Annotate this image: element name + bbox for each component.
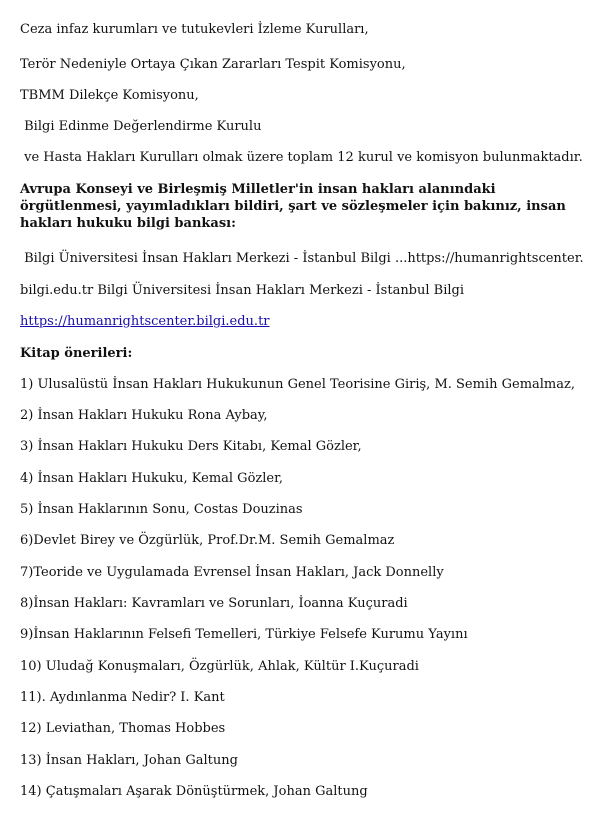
- book-item: 9)İnsan Haklarının Felsefi Temelleri, Türkiye Felsefe Kurumu Yayını: [20, 627, 468, 642]
- book-item: 7)Teoride ve Uygulamada Evrensel İnsan Hakları, Jack Donnelly: [20, 565, 444, 580]
- book-item: 12) Leviathan, Thomas Hobbes: [20, 721, 226, 736]
- intro-line: Bilgi Edinme Değerlendirme Kurulu: [20, 119, 262, 134]
- book-item: 6)Devlet Birey ve Özgürlük, Prof.Dr.M. Semih Gemalmaz: [20, 533, 395, 548]
- intro-line: Ceza infaz kurumları ve tutukevleri İzleme Kurulları,: [20, 22, 369, 37]
- book-item: 4) İnsan Hakları Hukuku, Kemal Gözler,: [20, 471, 284, 486]
- book-item: 10) Uludağ Konuşmaları, Özgürlük, Ahlak, Kültür I.Kuçuradi: [20, 659, 419, 674]
- book-item: 8)İnsan Hakları: Kavramları ve Sorunları, İoanna Kuçuradi: [20, 596, 408, 611]
- books-heading: Kitap önerileri:: [20, 346, 133, 361]
- book-item: 2) İnsan Hakları Hukuku Rona Aybay,: [20, 408, 268, 423]
- source-line: Bilgi Üniversitesi İnsan Hakları Merkezi - İstanbul Bilgi ...https://humanrightscenter.: [20, 251, 584, 266]
- intro-line: ve Hasta Hakları Kurulları olmak üzere toplam 12 kurul ve komisyon bulunmaktadır.: [20, 150, 583, 165]
- source-link[interactable]: https://humanrightscenter.bilgi.edu.tr: [20, 314, 270, 329]
- intro-line: Terör Nedeniyle Ortaya Çıkan Zararları Tespit Komisyonu,: [20, 57, 406, 72]
- book-item: 3) İnsan Hakları Hukuku Ders Kitabı, Kemal Gözler,: [20, 439, 362, 454]
- book-item: 5) İnsan Haklarının Sonu, Costas Douzinas: [20, 502, 303, 517]
- resource-heading: Avrupa Konseyi ve Birleşmiş Milletler'in insan hakları alanındaki örgütlenmesi, yayımladıkları bildiri, şart ve sözleşmeler için bakınız, insan hakları hukuku bilgi bankası:: [20, 182, 566, 231]
- book-item: 13) İnsan Hakları, Johan Galtung: [20, 753, 238, 768]
- book-item: 14) Çatışmaları Aşarak Dönüştürmek, Johan Galtung: [20, 784, 368, 799]
- intro-line: TBMM Dilekçe Komisyonu,: [20, 88, 199, 103]
- book-item: 11). Aydınlanma Nedir? I. Kant: [20, 690, 225, 705]
- source-line: bilgi.edu.tr Bilgi Üniversitesi İnsan Hakları Merkezi - İstanbul Bilgi: [20, 283, 465, 298]
- book-item: 1) Ulusalüstü İnsan Hakları Hukukunun Genel Teorisine Giriş, M. Semih Gemalmaz,: [20, 377, 575, 392]
